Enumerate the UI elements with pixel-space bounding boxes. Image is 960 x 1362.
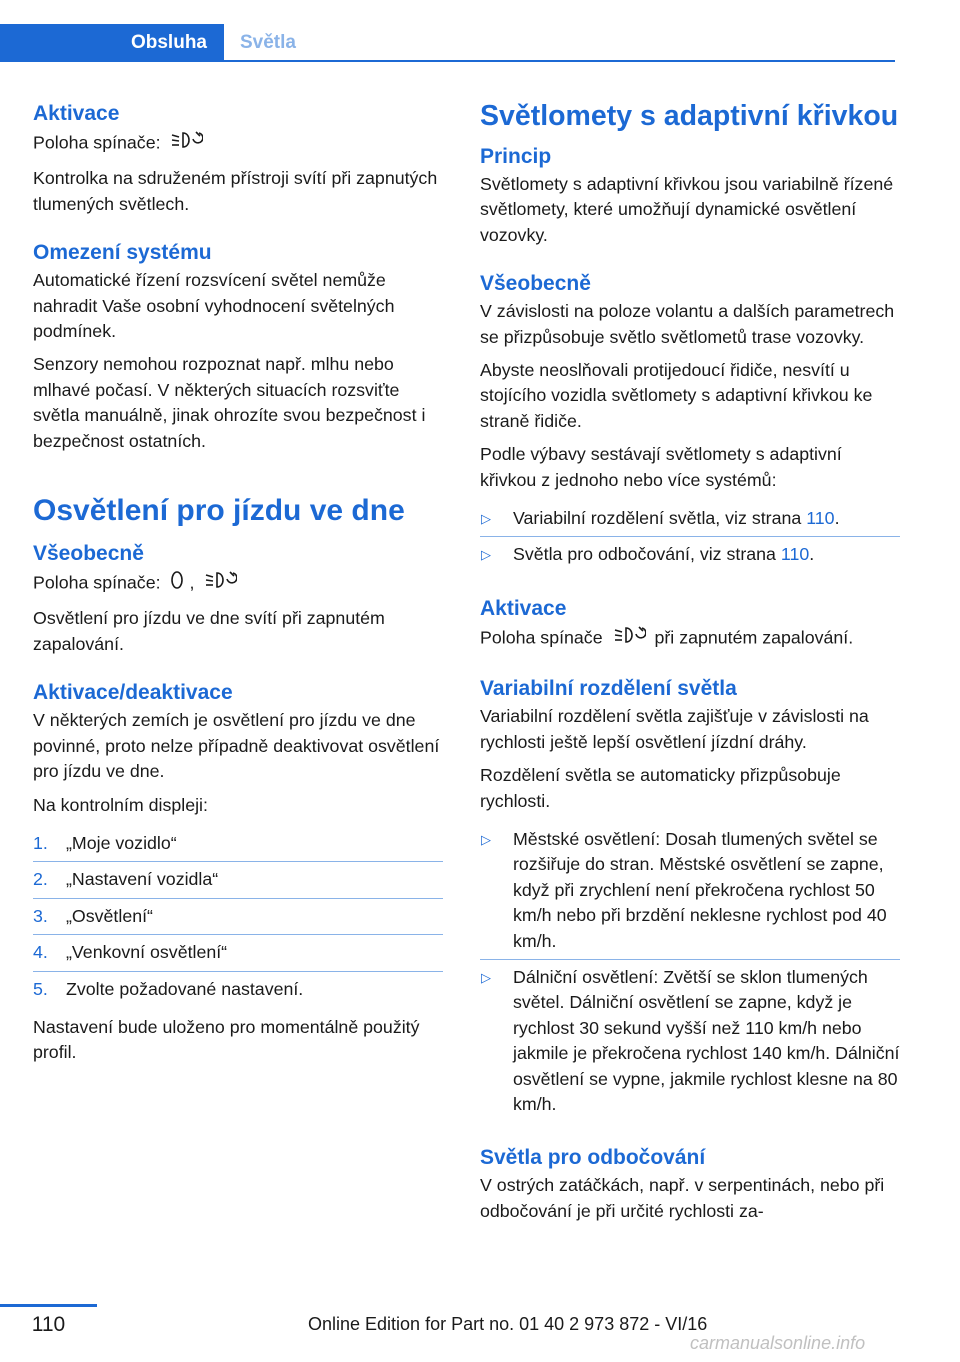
bullet-text: Variabilní rozdělení světla, viz strana [513, 508, 802, 529]
section-title-daytime-lights: Osvětlení pro jízdu ve dne [33, 494, 405, 528]
list-item [33, 862, 443, 898]
bullet-text: Světla pro odbočování, viz strana [513, 544, 776, 565]
heading-vseobecne: Všeobecně [480, 272, 591, 296]
section-title-adaptive-headlights: Světlomety s adaptivní křivkou [480, 100, 899, 132]
steps-list [33, 826, 443, 1007]
triangle-bullet-icon: ▷ [481, 511, 491, 527]
modes-list [480, 822, 900, 1122]
step-number: 3. [33, 905, 48, 926]
right-column [480, 100, 900, 1232]
switch-position-label: Poloha spínače: [33, 132, 161, 153]
watermark: carmanualsonline.info [690, 1333, 866, 1353]
heading-variabilni-rozdeleni: Variabilní rozdělení světla [480, 677, 737, 701]
bullet-end: . [834, 508, 840, 529]
step-number: 2. [33, 869, 48, 890]
tab-svetla[interactable]: Světla [240, 32, 296, 53]
list-item [33, 826, 443, 862]
list-item [480, 537, 900, 572]
paragraph [33, 569, 443, 598]
paragraph [480, 624, 900, 653]
left-column [33, 100, 443, 1074]
heading-aktivace: Aktivace [480, 596, 567, 620]
auto-headlight-icon [612, 624, 646, 653]
auto-headlight-icon [203, 569, 237, 598]
tab-obsluha[interactable]: Obsluha [0, 24, 224, 62]
paragraph: Rozdělení světla se automaticky přizpůsobuje rychlosti. [480, 765, 841, 811]
step-text: „Moje vozidlo“ [66, 832, 177, 853]
step-number: 1. [33, 832, 48, 853]
heading-svetla-pro-odbocovani: Světla pro odbočování [480, 1146, 706, 1170]
step-number: 5. [33, 978, 48, 999]
paragraph: Automatické řízení rozsvícení světel nemůže nahradit Vaše osobní vyhodnocení světelných podmínek. [33, 270, 395, 342]
heading-princip: Princip [480, 145, 552, 168]
triangle-bullet-icon: ▷ [481, 831, 491, 847]
paragraph: Podle výbavy sestávají světlomety s adaptivní křivkou z jednoho nebo více systémů: [480, 444, 842, 490]
page-number-rule [0, 1304, 97, 1307]
step-text: „Osvětlení“ [66, 905, 153, 926]
paragraph [33, 129, 443, 158]
bullet-end: . [809, 544, 815, 565]
step-number: 4. [33, 942, 48, 963]
paragraph: V některých zemích je osvětlení pro jízdu ve dne povinné, proto nelze případně deaktivovat osvětlení pro jízdu ve dne. [33, 710, 440, 782]
step-text: „Venkovní osvětlení“ [66, 942, 228, 963]
switch-position-label: Poloha spínače: [33, 572, 161, 593]
bullet-text: Dálniční osvětlení: Zvětší se sklon tlumených světel. Dálniční osvětlení se zapne, když je rychlost 30 sekund vyšší než 110 km/h nebo jakmile je překročena rychlost 140 km/h. Dálniční osvětlení se vypne, jakmile rychlost klesne na 80 km/h. [513, 966, 900, 1114]
paragraph: Na kontrolním displeji: [33, 794, 208, 815]
switch-position-label: Poloha spínače [480, 627, 603, 648]
page-number: 110 [31, 1313, 66, 1336]
paragraph: Abyste neoslňovali protijedoucí řidiče, nesvítí u stojícího vozidla světlomety s adaptivní křivkou ke straně řidiče. [480, 360, 873, 431]
paragraph: V ostrých zatáčkách, např. v serpentinách, nebo při odbočování je při určité rychlosti za- [480, 1175, 885, 1221]
page-link[interactable]: 110 [806, 508, 835, 529]
paragraph: V závislosti na poloze volantu a dalších parametrech se přizpůsobuje světlo světlometů trase vozovky. [480, 301, 895, 347]
paragraph: Kontrolka na sdruženém přístroji svítí při zapnutých tlumených světlech. [33, 168, 438, 214]
heading-omezeni-systemu: Omezení systému [33, 241, 212, 265]
edition-note: Online Edition for Part no. 01 40 2 973 872 - VI/16 [308, 1314, 708, 1334]
paragraph: Nastavení bude uloženo pro momentálně použitý profil. [33, 1016, 420, 1063]
list-item [33, 972, 443, 1007]
page-link[interactable]: 110 [780, 544, 810, 565]
step-text: Zvolte požadované nastavení. [66, 978, 304, 999]
paragraph: Světlomety s adaptivní křivkou jsou variabilně řízené světlomety, které umožňují dynamické osvětlení vozovky. [480, 174, 894, 245]
triangle-bullet-icon: ▷ [481, 969, 491, 985]
list-item [33, 899, 443, 935]
heading-aktivace-deaktivace: Aktivace/deaktivace [33, 681, 233, 705]
paragraph: Variabilní rozdělení světla zajišťuje v závislosti na rychlosti ještě lepší osvětlení jízdní dráhy. [480, 706, 869, 752]
list-item [480, 822, 900, 960]
header [0, 24, 895, 62]
heading-aktivace: Aktivace [33, 102, 120, 125]
triangle-bullet-icon: ▷ [481, 547, 491, 563]
list-item [480, 960, 900, 1122]
step-text: „Nastavení vozidla“ [66, 869, 219, 890]
paragraph: Osvětlení pro jízdu ve dne svítí při zapnutém zapalování. [33, 608, 385, 654]
activation-text: při zapnutém zapalování. [654, 627, 854, 648]
paragraph: Senzory nemohou rozpoznat např. mlhu nebo mlhavé počasí. V některých situacích rozsviťte světla manuálně, jinak ohrozíte svou bezpečnost i bezpečnost ostatních. [33, 354, 426, 451]
list-item [33, 935, 443, 971]
systems-list [480, 501, 900, 573]
list-item [480, 501, 900, 537]
separator-comma: , [189, 572, 195, 593]
bullet-text: Městské osvětlení: Dosah tlumených světel se rozšiřuje do stran. Městské osvětlení se zapne, když při zrychlení není překročena rychlost 50 km/h nebo při brzdění neklesne rychlost pod 40 km/h. [513, 828, 887, 951]
off-position-icon [169, 569, 185, 598]
heading-vseobecne: Všeobecně [33, 542, 144, 566]
auto-headlight-icon [169, 129, 203, 158]
